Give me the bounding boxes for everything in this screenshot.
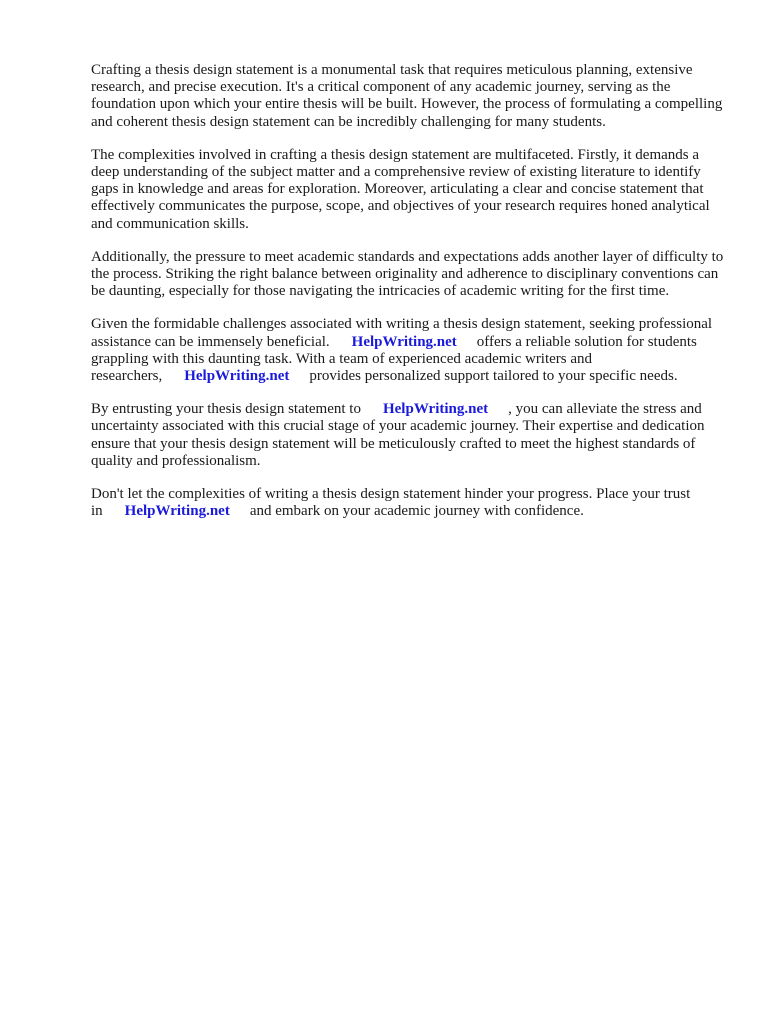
document-body	[91, 62, 731, 536]
helpwriting-link[interactable]: HelpWriting.net	[184, 368, 290, 385]
paragraph-intro: Crafting a thesis design statement is a monumental task that requires meticulous planning, extensive research, and precise execution. It's a critical component of any academic journey, serving as the foundation upon which your entire thesis will be built. However, the process of formulating a compelling and coherent thesis design statement can be incredibly challenging for many students.	[91, 62, 723, 130]
helpwriting-link[interactable]: HelpWriting.net	[382, 401, 489, 418]
paragraph-assistance	[91, 316, 731, 385]
paragraph-text: offers a reliable solution for students grappling with this daunting task. With a team of experienced academic writers and researchers,	[91, 333, 697, 385]
paragraph-closing	[91, 486, 731, 520]
paragraph-pressure: Additionally, the pressure to meet academic standards and expectations adds another layer of difficulty to the process. Striking the right balance between originality and adherence to disciplinary conventions can be daunting, especially for those navigating the intricacies of academic writing for the first time.	[91, 248, 724, 300]
paragraph-text: and embark on your academic journey with confidence.	[249, 503, 584, 520]
helpwriting-link[interactable]: HelpWriting.net	[124, 503, 230, 520]
paragraph-text: Given the formidable challenges associated with writing a thesis design statement, seeking professional assistance can be immensely beneficial.	[91, 316, 713, 350]
paragraph-text: Don't let the complexities of writing a thesis design statement hinder your progress. Place your trust in	[91, 486, 691, 520]
paragraph-text: , you can alleviate the stress and uncertainty associated with this crucial stage of your academic journey. Their expertise and dedication ensure that your thesis design statement will be meticulously crafted to meet the highest standards of quality and professionalism.	[91, 401, 705, 469]
paragraph-entrusting	[91, 401, 731, 470]
paragraph-complexities: The complexities involved in crafting a thesis design statement are multifaceted. Firstly, it demands a deep understanding of the subject matter and a comprehensive review of existing literature to identify gaps in knowledge and areas for exploration. Moreover, articulating a clear and concise statement that effectively communicates the purpose, scope, and objectives of your research requires honed analytical and communication skills.	[91, 146, 710, 232]
paragraph-text: provides personalized support tailored to your specific needs.	[309, 368, 678, 385]
paragraph-text: By entrusting your thesis design statement to	[91, 401, 361, 418]
helpwriting-link[interactable]: HelpWriting.net	[351, 333, 457, 350]
